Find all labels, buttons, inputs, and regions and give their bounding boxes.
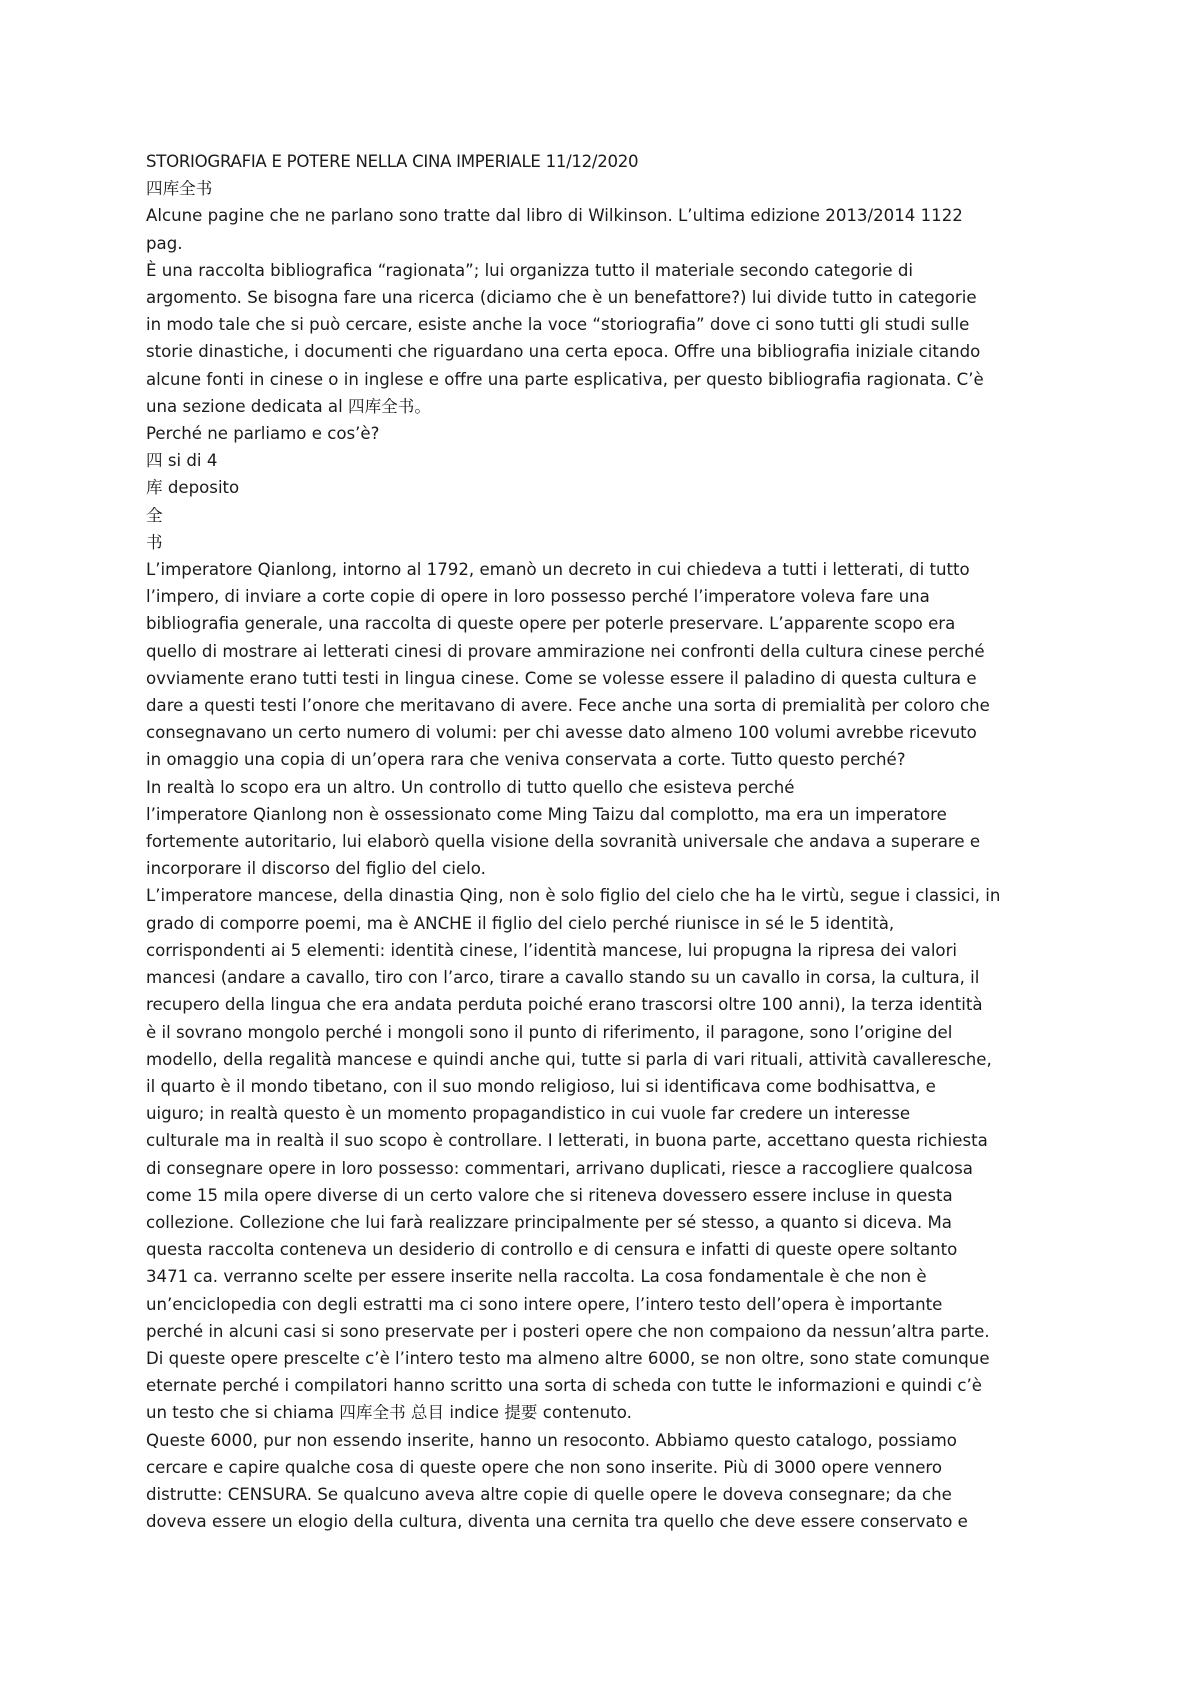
text-line: Queste 6000, pur non essendo inserite, hanno un resoconto. Abbiamo questo catalogo, possiamo	[146, 1430, 957, 1450]
text-line: Di queste opere prescelte c’è l’intero testo ma almeno altre 6000, se non oltre, sono state comunque	[146, 1348, 990, 1368]
text-line: 库 deposito	[146, 478, 240, 498]
text-line: doveva essere un elogio della cultura, diventa una cernita tra quello che deve essere conservato e	[146, 1512, 968, 1532]
text-line: alcune fonti in cinese o in inglese e offre una parte esplicativa, per questo bibliografia ragionata. C’è	[146, 369, 984, 389]
text-line: pag.	[146, 233, 183, 253]
text-line: bibliografia generale, una raccolta di queste opere per poterle preservare. L’apparente scopo era	[146, 614, 956, 634]
text-line: 书	[146, 532, 163, 552]
text-line: in omaggio una copia di un’opera rara che veniva conservata a corte. Tutto questo perché?	[146, 750, 906, 770]
text-line: è il sovrano mongolo perché i mongoli sono il punto di riferimento, il paragone, sono l’origine del	[146, 1022, 953, 1042]
text-line: quello di mostrare ai letterati cinesi di provare ammirazione nei confronti della cultura cinese perché	[146, 641, 985, 661]
text-line: distrutte: CENSURA. Se qualcuno aveva altre copie di quelle opere le doveva consegnare; da che	[146, 1484, 952, 1504]
text-line: L’imperatore Qianlong, intorno al 1792, emanò un decreto in cui chiedeva a tutti i letterati, di tutto	[146, 560, 970, 580]
text-line: uiguro; in realtà questo è un momento propagandistico in cui vuole far credere un interesse	[146, 1104, 911, 1124]
text-line: modello, della regalità mancese e quindi anche qui, tutte si parla di vari rituali, attività cavalleresche,	[146, 1049, 992, 1069]
document-body	[146, 148, 1066, 1535]
text-line: una sezione dedicata al 四库全书。	[146, 396, 431, 416]
text-line: come 15 mila opere diverse di un certo valore che si riteneva dovessero essere incluse in questa	[146, 1185, 953, 1205]
text-line: perché in alcuni casi si sono preservate per i posteri opere che non compaiono da nessun’altra parte.	[146, 1321, 990, 1341]
text-line: l’impero, di inviare a corte copie di opere in loro possesso perché l’imperatore voleva fare una	[146, 587, 930, 607]
text-line: ovviamente erano tutti testi in lingua cinese. Come se volesse essere il paladino di questa cultura e	[146, 668, 977, 688]
document-title: STORIOGRAFIA E POTERE NELLA CINA IMPERIALE 11/12/2020	[146, 152, 639, 171]
text-line: collezione. Collezione che lui farà realizzare principalmente per sé stesso, a quanto si diceva. Ma	[146, 1212, 952, 1232]
text-line: cercare e capire qualche cosa di queste opere che non sono inserite. Più di 3000 opere vennero	[146, 1457, 943, 1477]
text-line: eternate perché i compilatori hanno scritto una sorta di scheda con tutte le informazioni e quindi c’è	[146, 1376, 983, 1396]
text-line: In realtà lo scopo era un altro. Un controllo di tutto quello che esisteva perché	[146, 777, 795, 797]
text-line: Alcune pagine che ne parlano sono tratte dal libro di Wilkinson. L’ultima edizione 2013/2014 1122	[146, 206, 963, 226]
text-line: in modo tale che si può cercare, esiste anche la voce “storiografia” dove ci sono tutti gli studi sulle	[146, 315, 970, 335]
text-line: fortemente autoritario, lui elaborò quella visione della sovranità universale che andava a superare e	[146, 832, 981, 852]
text-line: consegnavano un certo numero di volumi: per chi avesse dato almeno 100 volumi avrebbe ricevuto	[146, 723, 977, 743]
text-line: il quarto è il mondo tibetano, con il suo mondo religioso, lui si identificava come bodhisattva, e	[146, 1076, 936, 1096]
text-line: l’imperatore Qianlong non è ossessionato come Ming Taizu dal complotto, ma era un imperatore	[146, 804, 947, 824]
text-line: incorporare il discorso del figlio del cielo.	[146, 859, 486, 879]
text-line: 四 si di 4	[146, 451, 218, 471]
text-line: Perché ne parliamo e cos’è?	[146, 424, 380, 444]
text-line: grado di comporre poemi, ma è ANCHE il figlio del cielo perché riunisce in sé le 5 identità,	[146, 913, 895, 933]
text-line: recupero della lingua che era andata perduta poiché erano trascorsi oltre 100 anni), la terza identità	[146, 995, 983, 1015]
text-line: dare a questi testi l’onore che meritavano di avere. Fece anche una sorta di premialità per coloro che	[146, 696, 990, 716]
text-line: questa raccolta conteneva un desiderio di controllo e di censura e infatti di queste opere soltanto	[146, 1240, 958, 1260]
text-line: mancesi (andare a cavallo, tiro con l’arco, tirare a cavallo stando su un cavallo in corsa, la cultura, il	[146, 968, 980, 988]
text-line: argomento. Se bisogna fare una ricerca (diciamo che è un benefattore?) lui divide tutto in categorie	[146, 288, 977, 308]
text-line: un testo che si chiama 四库全书 总目 indice 提要 contenuto.	[146, 1403, 632, 1423]
text-line: storie dinastiche, i documenti che riguardano una certa epoca. Offre una bibliografia iniziale citando	[146, 342, 981, 362]
text-line: 3471 ca. verranno scelte per essere inserite nella raccolta. La cosa fondamentale è che non è	[146, 1267, 927, 1287]
text-line: L’imperatore mancese, della dinastia Qing, non è solo figlio del cielo che ha le virtù, segue i classici, in	[146, 886, 1001, 906]
text-line: È una raccolta bibliografica “ragionata”; lui organizza tutto il materiale secondo categorie di	[146, 260, 914, 280]
text-line: corrispondenti ai 5 elementi: identità cinese, l’identità mancese, lui propugna la ripresa dei valori	[146, 940, 958, 960]
text-line: 全	[146, 505, 163, 525]
text-line: culturale ma in realtà il suo scopo è controllare. I letterati, in buona parte, accettano questa richiesta	[146, 1131, 988, 1151]
text-line: di consegnare opere in loro possesso: commentari, arrivano duplicati, riesce a raccogliere qualcosa	[146, 1158, 973, 1178]
text-line: un’enciclopedia con degli estratti ma ci sono intere opere, l’intero testo dell’opera è importante	[146, 1294, 943, 1314]
text-line: 四库全书	[146, 179, 213, 199]
